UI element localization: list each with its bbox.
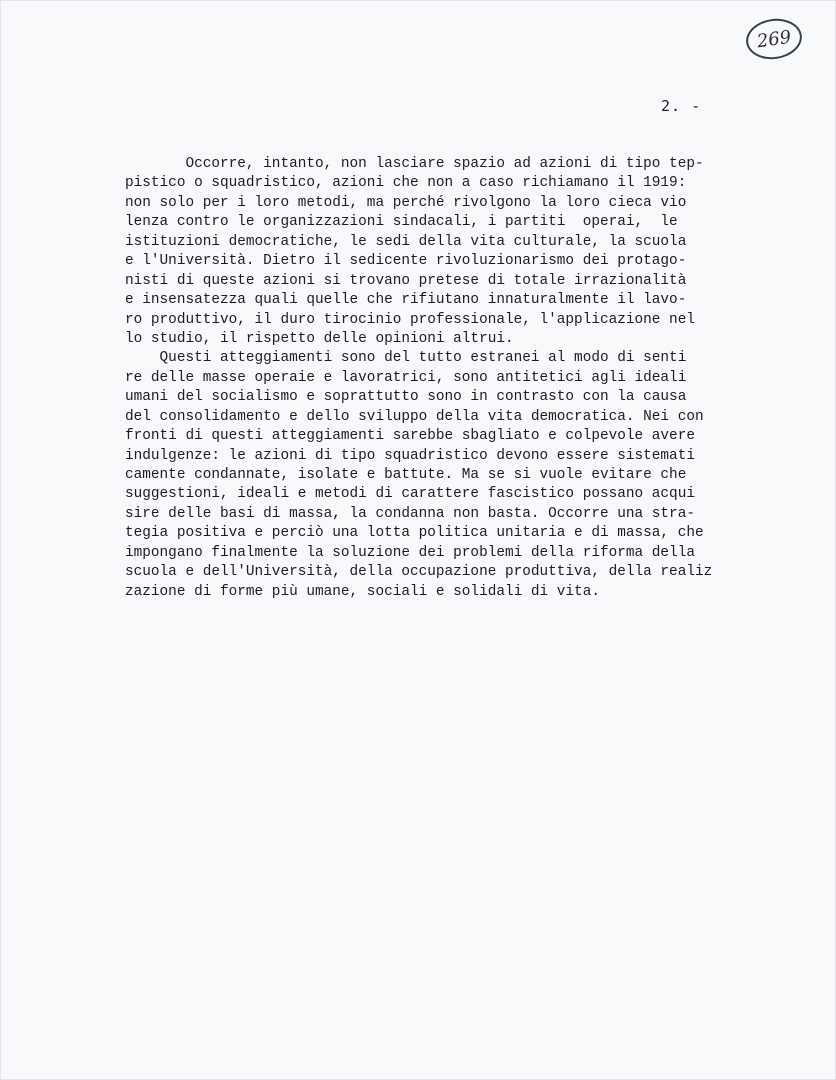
text-line: non solo per i loro metodi, ma perché rivolgono la loro cieca vio (125, 194, 687, 211)
text-line: re delle masse operaie e lavoratrici, sono antitetici agli ideali (125, 369, 687, 386)
text-line: del consolidamento e dello sviluppo della vita democratica. Nei con (125, 408, 704, 425)
text-line: e insensatezza quali quelle che rifiutano innaturalmente il lavo- (125, 292, 687, 309)
text-line: impongano finalmente la soluzione dei problemi della riforma della (125, 544, 695, 561)
text-line: Questi atteggiamenti sono del tutto estranei al modo di senti (125, 350, 687, 367)
text-line: umani del socialismo e soprattutto sono in contrasto con la causa (125, 389, 687, 406)
text-line: nisti di queste azioni si trovano pretese di totale irrazionalità (125, 272, 687, 289)
text-line: sire delle basi di massa, la condanna non basta. Occorre una stra- (125, 505, 695, 522)
page-number: 2. - (661, 97, 702, 115)
text-line: zazione di forme più umane, sociali e solidali di vita. (125, 583, 600, 600)
stamp-number: 269 (755, 26, 793, 52)
text-line: camente condannate, isolate e battute. Ma se si vuole evitare che (125, 467, 687, 483)
text-line: lo studio, il rispetto delle opinioni altrui. (125, 330, 514, 347)
text-line: scuola e dell'Università, della occupazione produttiva, della realiz (125, 564, 713, 581)
text-line: istituzioni democratiche, le sedi della vita culturale, la scuola (125, 233, 687, 250)
text-line: pistico o squadristico, azioni che non a caso richiamano il 1919: (125, 175, 687, 192)
text-line: e l'Università. Dietro il sedicente rivoluzionarismo dei protago- (125, 253, 687, 270)
text-line: suggestioni, ideali e metodi di carattere fascistico possano acqui (125, 486, 695, 503)
text-line: lenza contro le organizzazioni sindacali, i partiti operai, le (125, 214, 678, 231)
text-line: ro produttivo, il duro tirocinio professionale, l'applicazione nel (125, 311, 695, 328)
archive-stamp (743, 15, 804, 62)
text-line: fronti di questi atteggiamenti sarebbe sbagliato e colpevole avere (125, 428, 695, 445)
body-text (125, 155, 805, 602)
text-line: tegia positiva e perciò una lotta politica unitaria e di massa, che (125, 525, 704, 542)
text-line: Occorre, intanto, non lasciare spazio ad azioni di tipo tep- (125, 156, 704, 172)
text-line: indulgenze: le azioni di tipo squadristico devono essere sistemati (125, 447, 695, 464)
